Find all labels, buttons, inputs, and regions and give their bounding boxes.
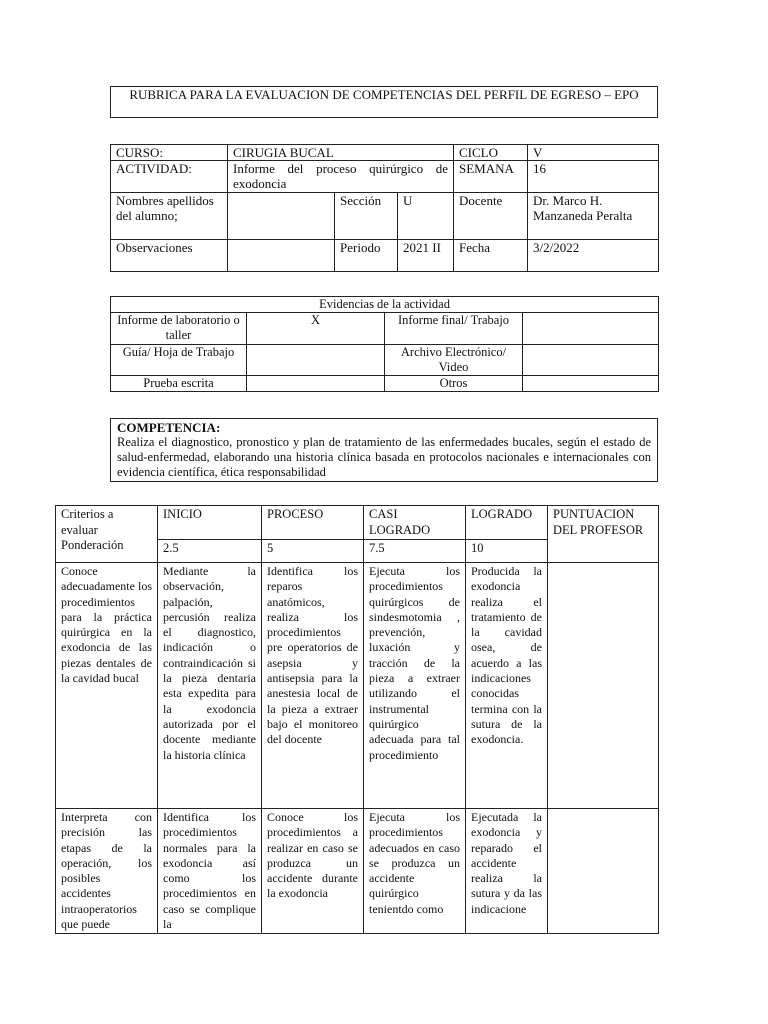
document-title: RUBRICA PARA LA EVALUACION DE COMPETENCIAS DEL PERFIL DE EGRESO – EPO bbox=[111, 87, 658, 118]
docente-value: Dr. Marco H. Manzaneda Peralta bbox=[528, 193, 659, 240]
periodo-value: 2021 II bbox=[398, 240, 454, 272]
nombres-label: Nombres apellidos del alumno; bbox=[111, 193, 228, 240]
observaciones-value bbox=[228, 240, 335, 272]
proceso-cell: Identifica los reparos anatómicos, realiza los procedimientos pre operatorios de asepsia y antisepsia para la anestesia local de la pieza a extraer bajo el monitoreo del docente bbox=[262, 563, 364, 809]
criterio-cell: Conoce adecuadamente los procedimientos para la práctica quirúrgica en la exodoncia de las piezas dentales de la cavidad bucal bbox=[56, 563, 158, 809]
seccion-value: U bbox=[398, 193, 454, 240]
logrado-cell: Producida la exodoncia realiza el tratamiento de la cavidad osea, de acuerdo a las indicaciones conocidas termina con la sutura de la exodoncia. bbox=[466, 563, 548, 809]
semana-label: SEMANA bbox=[454, 161, 528, 193]
puntuacion-header: PUNTUACION DEL PROFESOR bbox=[548, 506, 659, 563]
criterios-header: Criterios a evaluar Ponderación bbox=[56, 506, 158, 563]
observaciones-label: Observaciones bbox=[111, 240, 228, 272]
logrado-cell: Ejecutada la exodoncia y reparado el accidente realiza la sutura y da las indicacione bbox=[466, 809, 548, 934]
prueba-mark bbox=[247, 376, 385, 392]
level-inicio-label: INICIO bbox=[158, 506, 262, 540]
guia-mark bbox=[247, 345, 385, 376]
evidence-title: Evidencias de la actividad bbox=[111, 297, 659, 313]
casi-logrado-cell: Ejecuta los procedimientos quirúrgicos de sindesmotomia , prevención, luxación y tracción de la pieza a extraer utilizando el instrumental quirúrgico adecuada para tal procedimiento bbox=[364, 563, 466, 809]
level-inicio-weight: 2.5 bbox=[158, 540, 262, 563]
proceso-cell: Conoce los procedimientos a realizar en caso se produzca un accidente durante la exodoncia bbox=[262, 809, 364, 934]
level-logrado-label: LOGRADO bbox=[466, 506, 548, 540]
actividad-label: ACTIVIDAD: bbox=[111, 161, 228, 193]
level-logrado-weight: 10 bbox=[466, 540, 548, 563]
otros-label: Otros bbox=[385, 376, 523, 392]
level-casi-label: CASI LOGRADO bbox=[364, 506, 466, 540]
inicio-cell: Mediante la observación, palpación, percusión realiza el diagnostico, indicación o contraindicación si la pieza dentaria esta expedita para la exodoncia autorizada por el docente mediante la historia clínica bbox=[158, 563, 262, 809]
prueba-label: Prueba escrita bbox=[111, 376, 247, 392]
fecha-value: 3/2/2022 bbox=[528, 240, 659, 272]
competence-heading: COMPETENCIA: bbox=[117, 420, 221, 435]
docente-label: Docente bbox=[454, 193, 528, 240]
archivo-mark bbox=[523, 345, 659, 376]
casi-logrado-cell: Ejecuta los procedimientos adecuados en caso se produzca un accidente quirúrgico tenientdo como bbox=[364, 809, 466, 934]
guia-label: Guía/ Hoja de Trabajo bbox=[111, 345, 247, 376]
informe-lab-mark: X bbox=[247, 313, 385, 345]
competence-text: Realiza el diagnostico, pronostico y plan de tratamiento de las enfermedades bucales, según el estado de salud-enfermedad, elaborando una historia clínica basada en protocolos nacionales e internacionales con evidencia científica, ética responsabilidad bbox=[117, 435, 651, 479]
semana-value: 16 bbox=[528, 161, 659, 193]
otros-mark bbox=[523, 376, 659, 392]
criterio-cell: Interpreta con precisión las etapas de la operación, los posibles accidentes intraoperatorios que puede bbox=[56, 809, 158, 934]
informe-lab-label: Informe de laboratorio o taller bbox=[111, 313, 247, 345]
curso-label: CURSO: bbox=[111, 145, 228, 161]
competence-cell bbox=[111, 419, 658, 482]
course-info-table bbox=[110, 144, 659, 272]
evidence-table bbox=[110, 296, 659, 392]
inicio-cell: Identifica los procedimientos normales para la exodoncia así como los procedimientos en caso se complique la bbox=[158, 809, 262, 934]
periodo-label: Periodo bbox=[335, 240, 398, 272]
level-proceso-label: PROCESO bbox=[262, 506, 364, 540]
fecha-label: Fecha bbox=[454, 240, 528, 272]
puntuacion-cell bbox=[548, 809, 659, 934]
level-proceso-weight: 5 bbox=[262, 540, 364, 563]
competence-table bbox=[110, 418, 658, 482]
ciclo-label: CICLO bbox=[454, 145, 528, 161]
level-casi-weight: 7.5 bbox=[364, 540, 466, 563]
ciclo-value: V bbox=[528, 145, 659, 161]
seccion-label: Sección bbox=[335, 193, 398, 240]
table-row bbox=[56, 563, 659, 809]
title-table bbox=[110, 86, 658, 118]
archivo-label: Archivo Electrónico/ Video bbox=[385, 345, 523, 376]
informe-final-label: Informe final/ Trabajo bbox=[385, 313, 523, 345]
curso-value: CIRUGIA BUCAL bbox=[228, 145, 454, 161]
informe-final-mark bbox=[523, 313, 659, 345]
nombres-value bbox=[228, 193, 335, 240]
puntuacion-cell bbox=[548, 563, 659, 809]
table-row bbox=[56, 809, 659, 934]
actividad-value: Informe del proceso quirúrgico de exodoncia bbox=[228, 161, 454, 193]
rubric-table bbox=[55, 505, 659, 934]
